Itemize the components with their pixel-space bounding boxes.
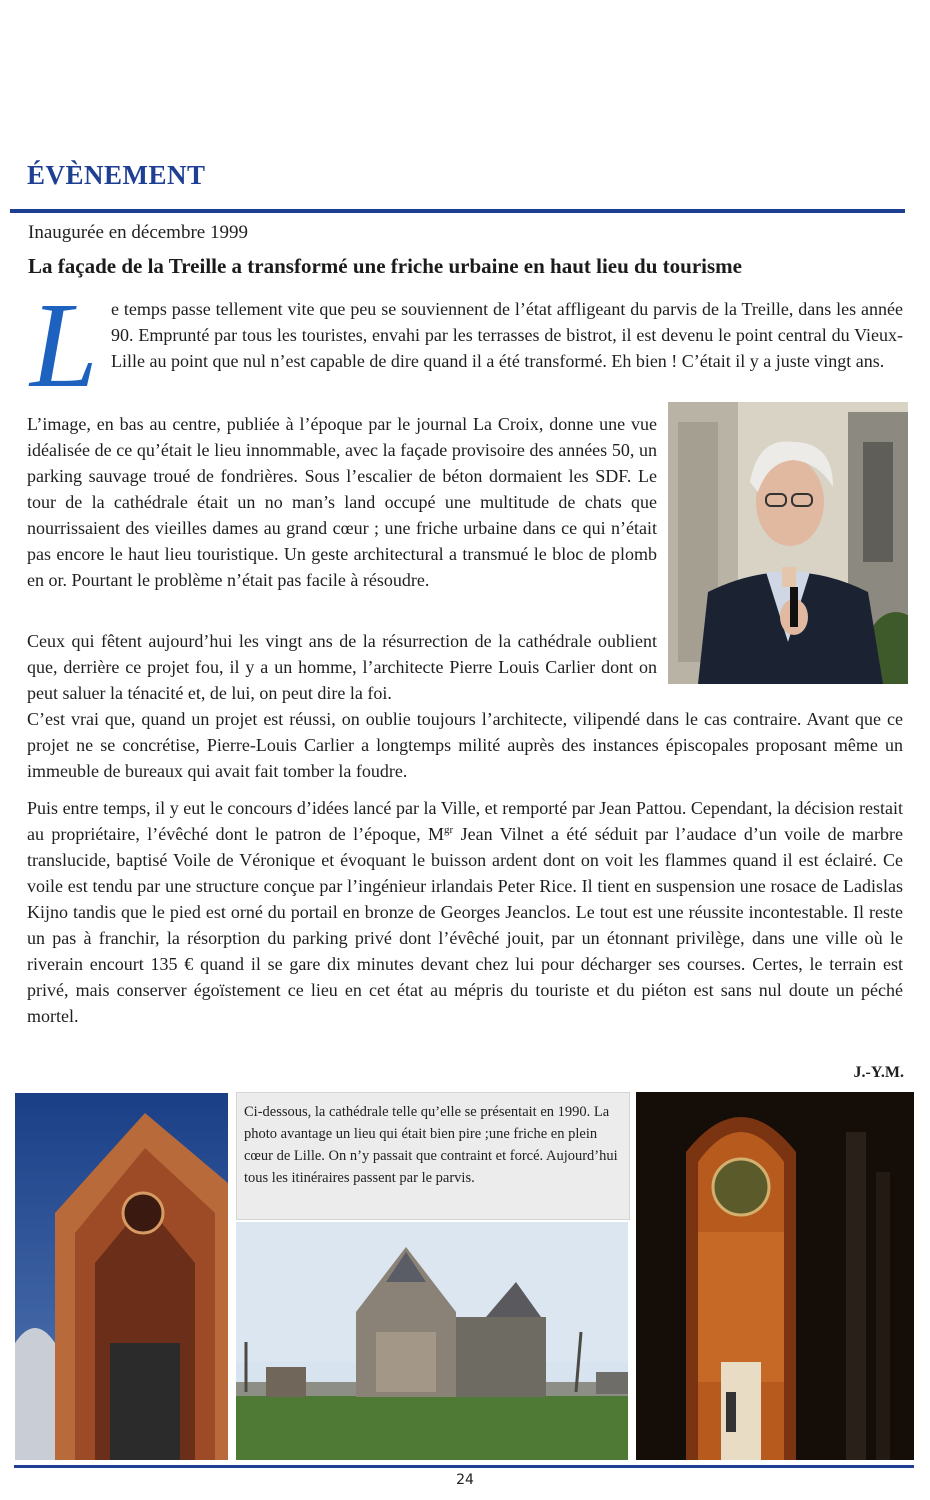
interior-photo [636, 1092, 914, 1460]
section-title: ÉVÈNEMENT [27, 160, 206, 190]
article-kicker: Inaugurée en décembre 1999 [28, 222, 248, 243]
paragraph-3-end: Jean Vilnet a été séduit par l’audace d’un voile de marbre translucide, baptisé Voile de Véronique et évoquant le buisson ardent dont on voit les flammes quand il est éclairé. Ce voile est tendu par une structure conçue par l’ingénieur irlandais Peter Rice. Il tient en suspension une rosace de Ladislas Kijno tandis que le pied est orné du portail en bronze de Georges Jeanclos. Le tout est une réussite incontestable. Il reste un pas à franchir, la résorption du parking privé dont l’évêché jouit, par un étonnant privilège, dans une ville où le riverain encourt 135 € quand il se gare dix minutes devant chez lui pour décharger ses courses. Certes, le terrain est privé, mais conserver égoïstement ce lieu en cet état au mépris du touriste et du piéton est sans nul doute un péché mortel. [27, 824, 903, 1026]
page-number: 24 [456, 1472, 474, 1488]
paragraph-3 [27, 795, 903, 1029]
photo-caption: Ci-dessous, la cathédrale telle qu’elle se présentait en 1990. La photo avantage un lieu qui était bien pire ;une friche en plein cœur de Lille. On n’y passait que contraint et forcé. Aujourd’hui tous les itinéraires passent par le parvis. [244, 1104, 618, 1186]
article-headline: La façade de la Treille a transformé une friche urbaine en haut lieu du tourisme [28, 254, 742, 278]
speaker-photo-image [668, 402, 908, 684]
paragraph-3-start: Puis entre temps, il y eut le concours d’idées lancé par la Ville, et remporté par Jean Pattou. Cependant, la décision restait au propriétaire, l’évêché dont le patron de l’époque, M [27, 798, 903, 844]
author-signature: J.-Y.M. [853, 1064, 904, 1081]
speaker-photo [668, 402, 908, 684]
footer-rule [14, 1465, 914, 1468]
photo-caption-box [236, 1092, 630, 1220]
drop-cap: L [30, 278, 98, 413]
article-lede: e temps passe tellement vite que peu se souviennent de l’état affligeant du parvis de la Treille, dans les année 90. Emprunté par tous les touristes, envahi par les terrasses de bistrot, il est devenu le point central du Vieux-Lille au point que nul n’est capable de dire quand il a été transformé. Eh bien ! C’était il y a juste vingt ans. [111, 299, 903, 371]
facade-photo [15, 1093, 228, 1460]
paragraph-3-superscript: gr [444, 824, 454, 836]
paragraph-2b: C’est vrai que, quand un projet est réussi, on oublie toujours l’architecte, vilipendé dans le cas contraire. Avant que ce projet ne se concrétise, Pierre-Louis Carlier a longtemps milité auprès des instances épiscopales proposant même un immeuble de bureaux qui avait fait tomber la foudre. [27, 709, 903, 781]
facade-photo-image [15, 1093, 228, 1460]
paragraph-1: L’image, en bas au centre, publiée à l’époque par le journal La Croix, donne une vue idéalisée de ce qu’était le lieu innommable, avec la façade provisoire des années 50, un parking sauvage troué de fondrières. Sous l’escalier de béton dormaient les SDF. Le tour de la cathédrale était un no man’s land occupé une multitude de chats que nourrissaient des vieilles dames au grand cœur ; une friche urbaine dans ce qui n’était pas encore le haut lieu touristique. Un geste architectural a transmué le bloc de plomb en or. Pourtant le problème n’était pas facile à résoudre. [27, 414, 657, 590]
header-rule [10, 209, 905, 213]
cathedral-1990-photo-image [236, 1222, 628, 1460]
paragraph-2a: Ceux qui fêtent aujourd’hui les vingt ans de la résurrection de la cathédrale oublient que, derrière ce projet fou, il y a un homme, l’architecte Pierre Louis Carlier dont on peut saluer la ténacité et, de lui, on peut dire la foi. [27, 631, 657, 703]
interior-photo-image [636, 1092, 914, 1460]
cathedral-1990-photo [236, 1222, 628, 1460]
